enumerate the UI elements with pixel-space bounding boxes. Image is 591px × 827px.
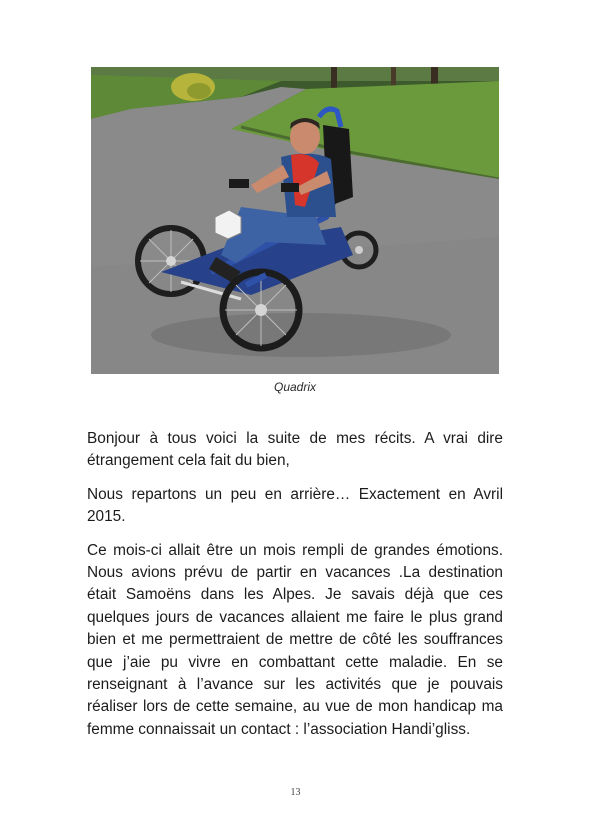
quadrix-photo [91,67,499,374]
body-text [87,428,503,752]
paragraph: Ce mois-ci allait être un mois rempli de grandes émotions. Nous avions prévu de partir en vacances .La destination était Samoëns dans les Alpes. Je savais déjà que ces quelques jours de vacances allaient me faire le plus grand bien et me permettraient de mettre de côté les souffrances que j’aie pu vivre en combattant cette maladie. En se renseignant à l’avance sur les activités que je pouvais réaliser lors de cette semaine, au vue de mon handicap ma femme connaissait un contact : l’association Handi’gliss. [87,541,503,738]
figure-caption: Quadrix [273,380,317,394]
paragraph: Nous repartons un peu en arrière… Exactement en Avril 2015. [87,485,503,526]
page-number: 13 [290,787,301,798]
paragraph: Bonjour à tous voici la suite de mes récits. A vrai dire étrangement cela fait du bien, [87,430,503,470]
